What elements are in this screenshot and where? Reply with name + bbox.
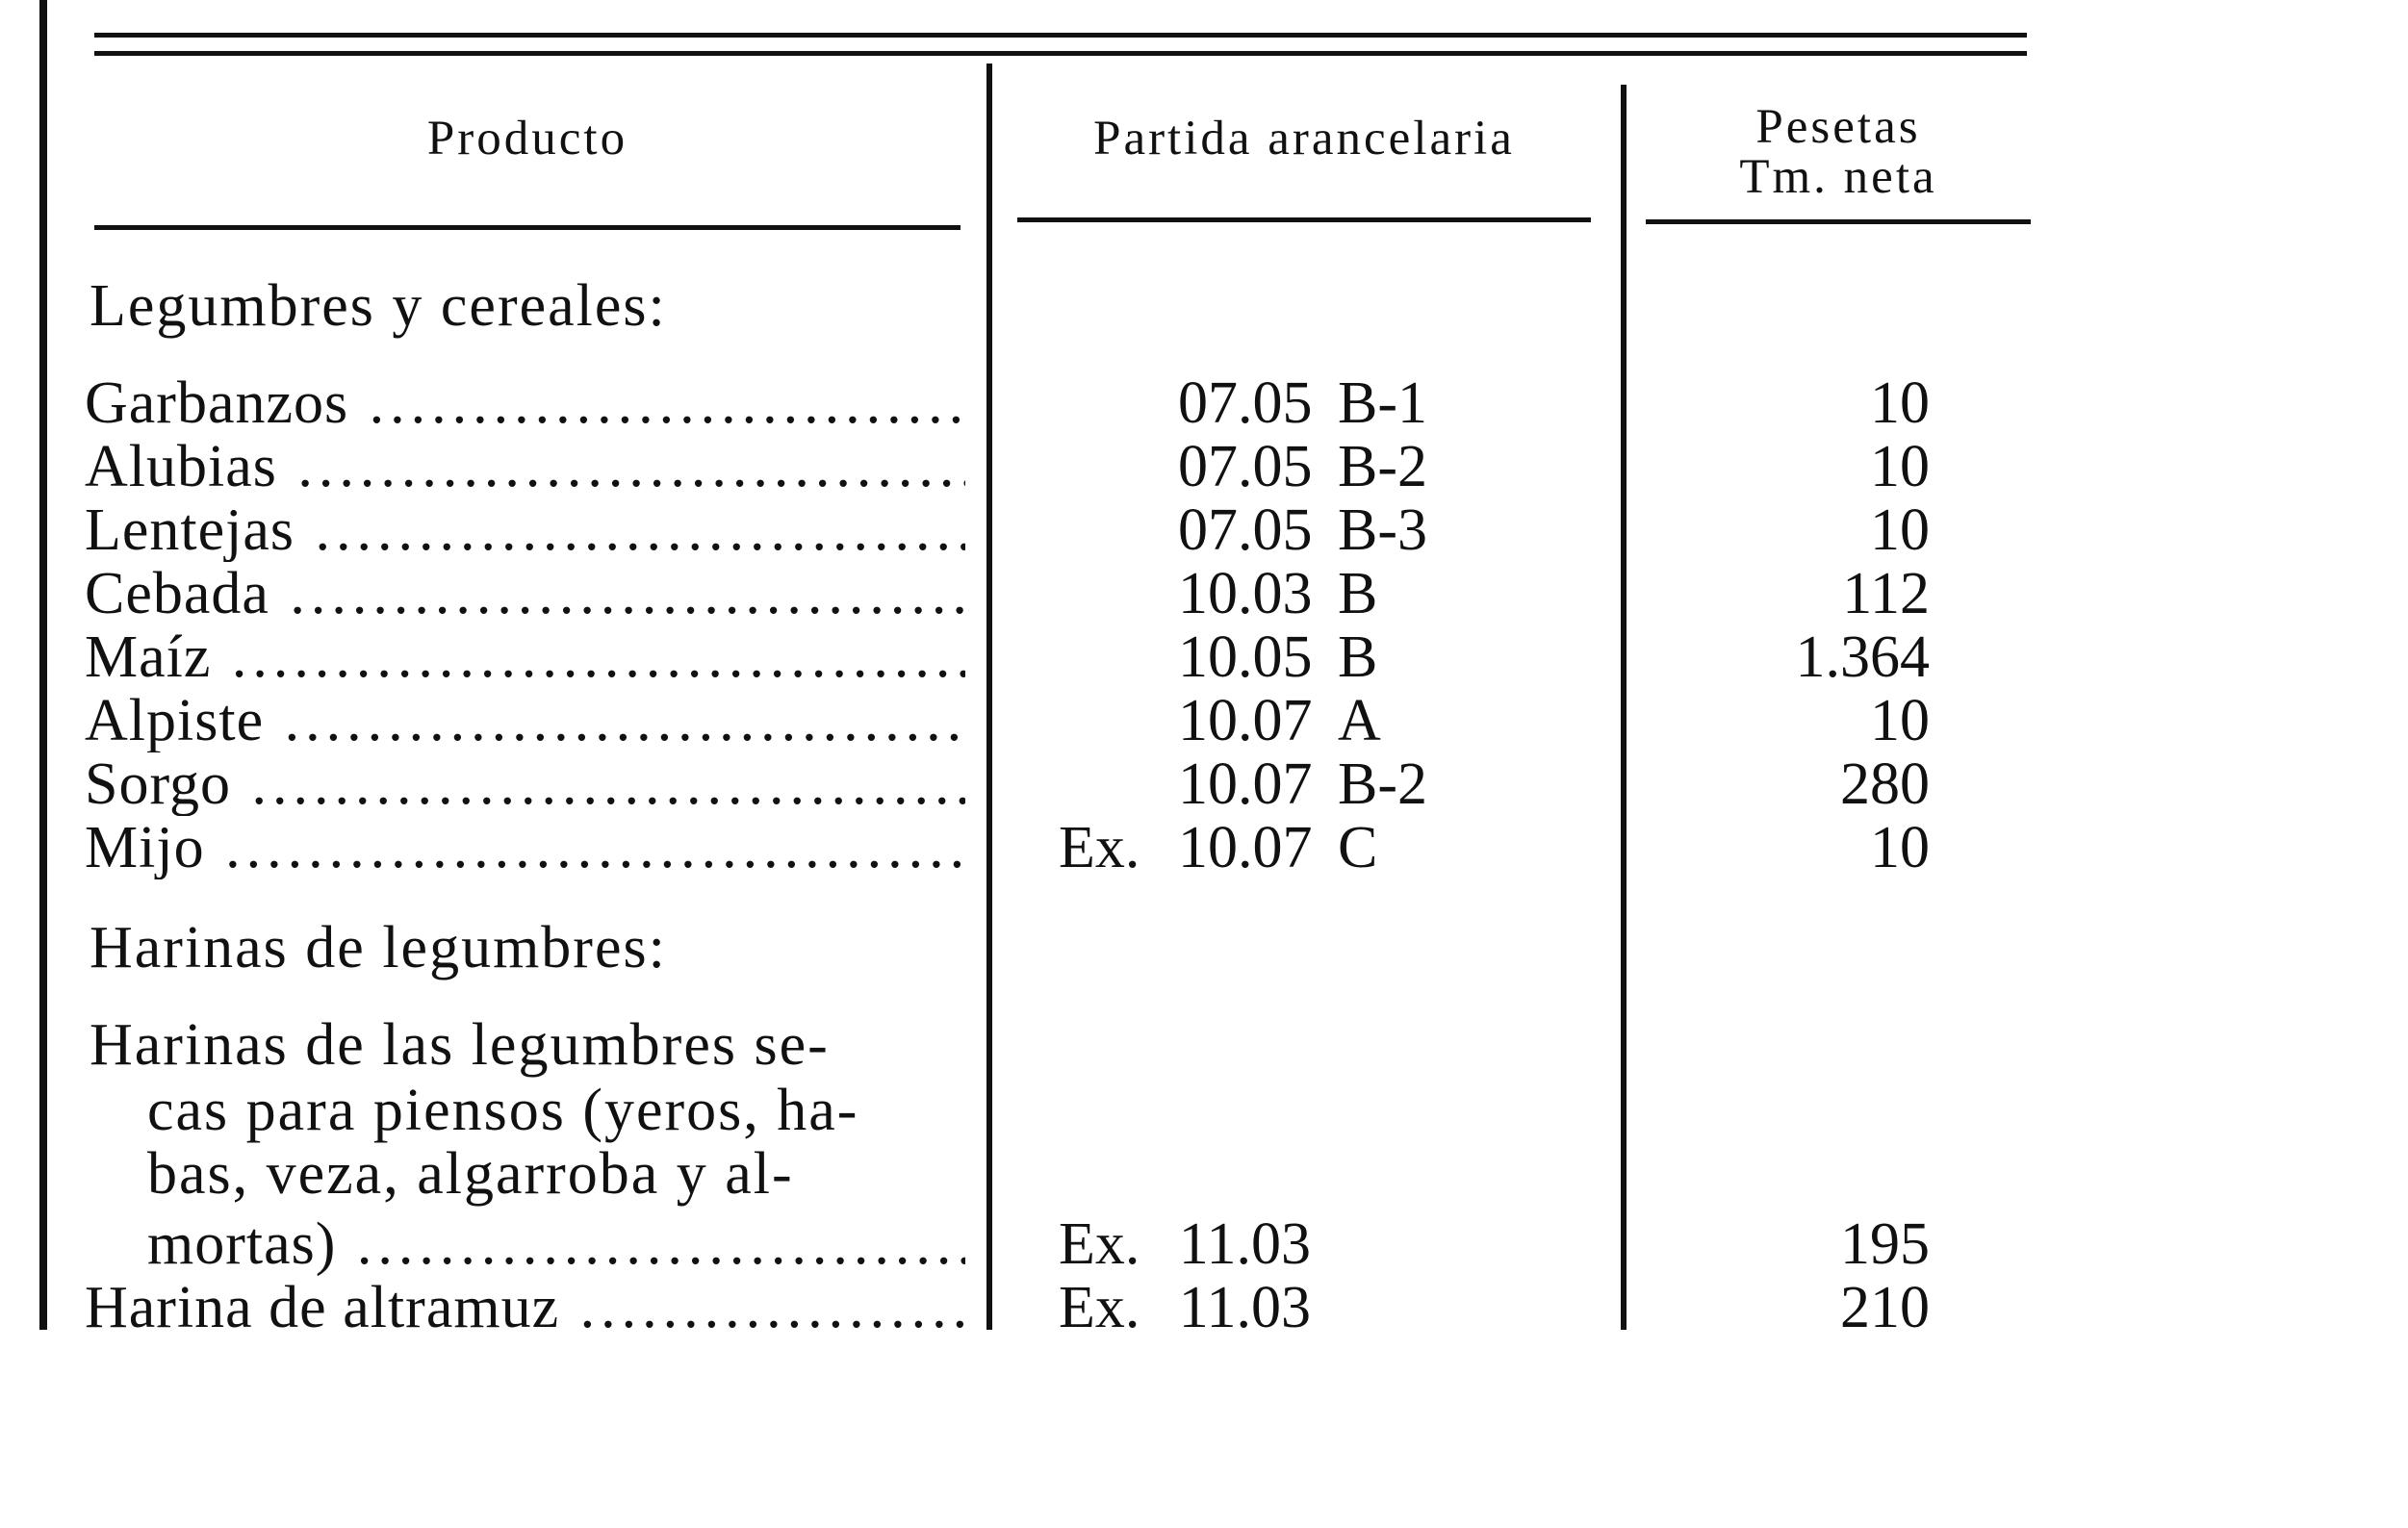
section-title-legumbres-cereales: Legumbres y cereales: xyxy=(90,273,667,339)
row-price: 112 xyxy=(1842,561,1930,626)
row-product: Cebada ..... xyxy=(85,562,965,625)
row-tariff-subheading: C xyxy=(1338,815,1378,880)
table-row xyxy=(0,752,2408,816)
row-tariff-subheading: B-3 xyxy=(1338,497,1427,563)
section-title-harinas-legumbres: Harinas de legumbres: xyxy=(90,915,667,980)
table-row xyxy=(0,689,2408,752)
header-pesetas xyxy=(1641,102,2036,202)
row-product: Sorgo ..... xyxy=(85,752,965,816)
row-price: 10 xyxy=(1870,434,1930,499)
row-product: Mijo ..... xyxy=(85,816,965,879)
row-price: 10 xyxy=(1870,815,1930,880)
row-tariff-subheading: B-2 xyxy=(1338,434,1427,499)
row-price: 1.364 xyxy=(1795,624,1930,690)
table-row xyxy=(0,1276,2408,1339)
row-tariff-code: 11.03 xyxy=(1178,1275,1311,1340)
row-tariff-code: 07.05 xyxy=(1178,370,1313,436)
table-row xyxy=(0,562,2408,625)
row-tariff-subheading: A xyxy=(1338,688,1381,753)
row-tariff-code: 07.05 xyxy=(1178,497,1313,563)
header-underline-producto xyxy=(94,225,961,230)
row-product: Harina de altramuz ..... xyxy=(85,1276,965,1339)
table-row xyxy=(0,1212,2408,1276)
row-prefix: Ex. xyxy=(1059,1211,1140,1277)
row-tariff-subheading: B xyxy=(1338,561,1378,626)
header-pesetas-line2: Tm. neta xyxy=(1739,150,1937,204)
table-top-rule-2 xyxy=(94,51,2027,56)
header-producto xyxy=(94,114,961,164)
row-tariff-subheading: B-1 xyxy=(1338,370,1427,436)
row-product: Alubias ..... xyxy=(85,435,965,498)
table-row xyxy=(0,435,2408,498)
row-tariff-code: 11.03 xyxy=(1178,1211,1311,1277)
row-tariff-code: 07.05 xyxy=(1178,434,1313,499)
header-underline-pesetas xyxy=(1646,219,2031,224)
row-product: Maíz ..... xyxy=(85,625,965,689)
row-price: 280 xyxy=(1840,751,1930,817)
table-row xyxy=(0,498,2408,562)
row-product: Alpiste ..... xyxy=(85,689,965,752)
row-prefix: Ex. xyxy=(1059,1275,1140,1340)
row-tariff-code: 10.07 xyxy=(1178,688,1313,753)
row-prefix: Ex. xyxy=(1059,815,1140,880)
row-tariff-subheading: B-2 xyxy=(1338,751,1427,817)
row-tariff-code: 10.03 xyxy=(1178,561,1313,626)
row-price: 10 xyxy=(1870,497,1930,563)
row-tariff-code: 10.07 xyxy=(1178,751,1313,817)
header-producto-label: Producto xyxy=(426,112,628,166)
table-row xyxy=(0,625,2408,689)
row-price: 10 xyxy=(1870,370,1930,436)
row-price: 210 xyxy=(1840,1275,1930,1340)
table-row xyxy=(0,371,2408,435)
paragraph-line-3: bas, veza, algarroba y al- xyxy=(147,1141,794,1207)
header-underline-partida xyxy=(1017,217,1591,222)
row-tariff-subheading: B xyxy=(1338,624,1378,690)
header-pesetas-line1: Pesetas xyxy=(1755,100,1921,154)
row-product: Garbanzos ..... xyxy=(85,371,965,435)
row-tariff-code: 10.07 xyxy=(1178,815,1313,880)
row-tariff-code: 10.05 xyxy=(1178,624,1313,690)
row-price: 195 xyxy=(1840,1211,1930,1277)
paragraph-line-1: Harinas de las legumbres se- xyxy=(90,1012,830,1078)
table-top-rule xyxy=(94,33,2027,38)
table-row xyxy=(0,816,2408,879)
paragraph-line-2: cas para piensos (yeros, ha- xyxy=(147,1078,859,1143)
row-product: Lentejas ..... xyxy=(85,498,965,562)
header-partida-label: Partida arancelaria xyxy=(1093,112,1515,166)
header-partida xyxy=(1015,114,1593,164)
row-product: mortas) ..... xyxy=(147,1212,965,1276)
row-price: 10 xyxy=(1870,688,1930,753)
